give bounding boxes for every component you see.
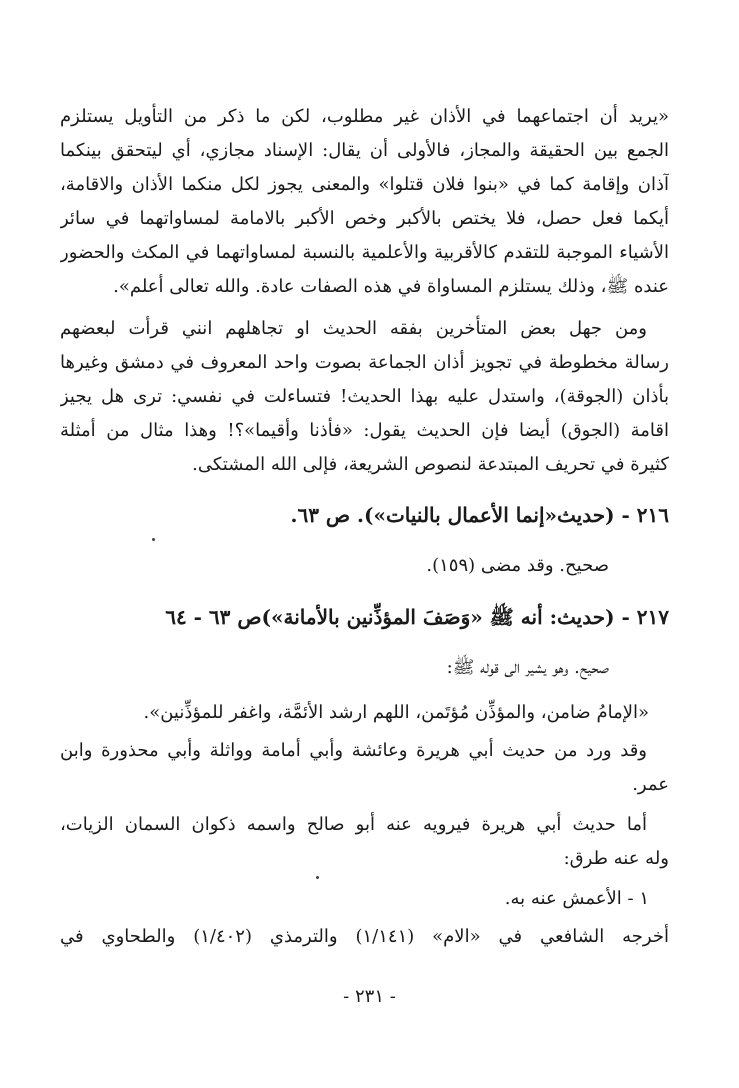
hadith-heading-217: ٢١٧ - (حديث: أنه ﷺ «وَصَفَ المؤذِّنين بالأمانة»)ص ٦٣ - ٦٤: [165, 605, 669, 629]
text-line: كثيرة في تحريف المبتدعة لنصوص الشريعة، فإلى الله المشتكى.: [192, 454, 669, 475]
paragraph-takhrij: [60, 920, 669, 954]
text-line: أخرجه الشافعي في «الام» (١/١٤١) والترمذي (١/٤٠٢) والطحاوي في: [60, 926, 669, 947]
paragraph-quote-commentary: [60, 100, 669, 304]
text-line: أيكما فعل حصل، فلا يختص بالأكبر وخص الأكبر بالامامة لمساواتهما في سائر: [60, 208, 669, 229]
text-line: الأشياء الموجبة للتقدم كالأقربية والأعلمية بالنسبة لمساواتهما في المكث والحضور: [60, 242, 669, 263]
paragraph-abu-hurayra: [60, 808, 669, 876]
ink-speck: [152, 538, 155, 541]
text-line: آذان وإقامة كما في «بنوا فلان قتلوا» والمعنى يجوز لكل منكما الأذان والاقامة،: [60, 174, 669, 195]
text-line: أما حديث أبي هريرة فيرويه عنه أبو صالح واسمه ذكوان السمان الزيات،: [60, 814, 647, 835]
text-line: عنده ﷺ، وذلك يستلزم المساواة في هذه الصفات عادة. والله تعالى أعلم».: [113, 276, 669, 297]
chain-item-1: ١ - الأعمش عنه به.: [504, 888, 649, 909]
text-line: «يريد أن اجتماعهما في الأذان غير مطلوب، لكن ما ذكر من التأويل يستلزم: [60, 106, 669, 127]
hadith-grading-216: صحيح. وقد مضى (١٥٩).: [426, 555, 609, 576]
text-line: رسالة مخطوطة في تجويز أذان الجماعة بصوت واحد المعروف في دمشق وغيرها: [60, 352, 669, 373]
text-line: وقد ورد من حديث أبي هريرة وعائشة وأبي أمامة وواثلة وأبي محذورة وابن: [60, 740, 647, 761]
paragraph-criticism: [60, 312, 669, 482]
page-number: - ٢٣١ -: [343, 986, 396, 1007]
paragraph-narrators: [60, 734, 669, 802]
hadith-grading-217: صحيح. وهو يشير الى قوله ﷺ:: [446, 657, 609, 678]
text-line: الجمع بين الحقيقة والمجاز، فالأولى أن يقال: الإسناد مجازي، أي ليتحقق بينكما: [60, 140, 669, 161]
ink-speck: [316, 876, 319, 879]
text-line: وله عنه طرق:: [563, 848, 669, 869]
text-line: عمر.: [632, 774, 669, 795]
page-body: [60, 100, 669, 960]
text-line: بأذان (الجوقة)، واستدل عليه بهذا الحديث! فتساءلت في نفسي: ترى هل يجيز: [60, 386, 669, 407]
text-line: اقامة (الجوق) أيضا فإن الحديث يقول: «فأذنا وأقيما»؟! وهذا مثال من أمثلة: [60, 420, 669, 441]
hadith-quote: «الإمامُ ضامن، والمؤذِّن مُؤتَمن، اللهم ارشد الأئمَّة، واغفر للمؤذِّنين».: [143, 702, 649, 723]
text-line: ومن جهل بعض المتأخرين بفقه الحديث او تجاهلهم انني قرأت لبعضهم: [60, 318, 648, 339]
hadith-heading-216: ٢١٦ - (حديث«إنما الأعمال بالنيات»). ص ٦٣.: [290, 503, 669, 527]
